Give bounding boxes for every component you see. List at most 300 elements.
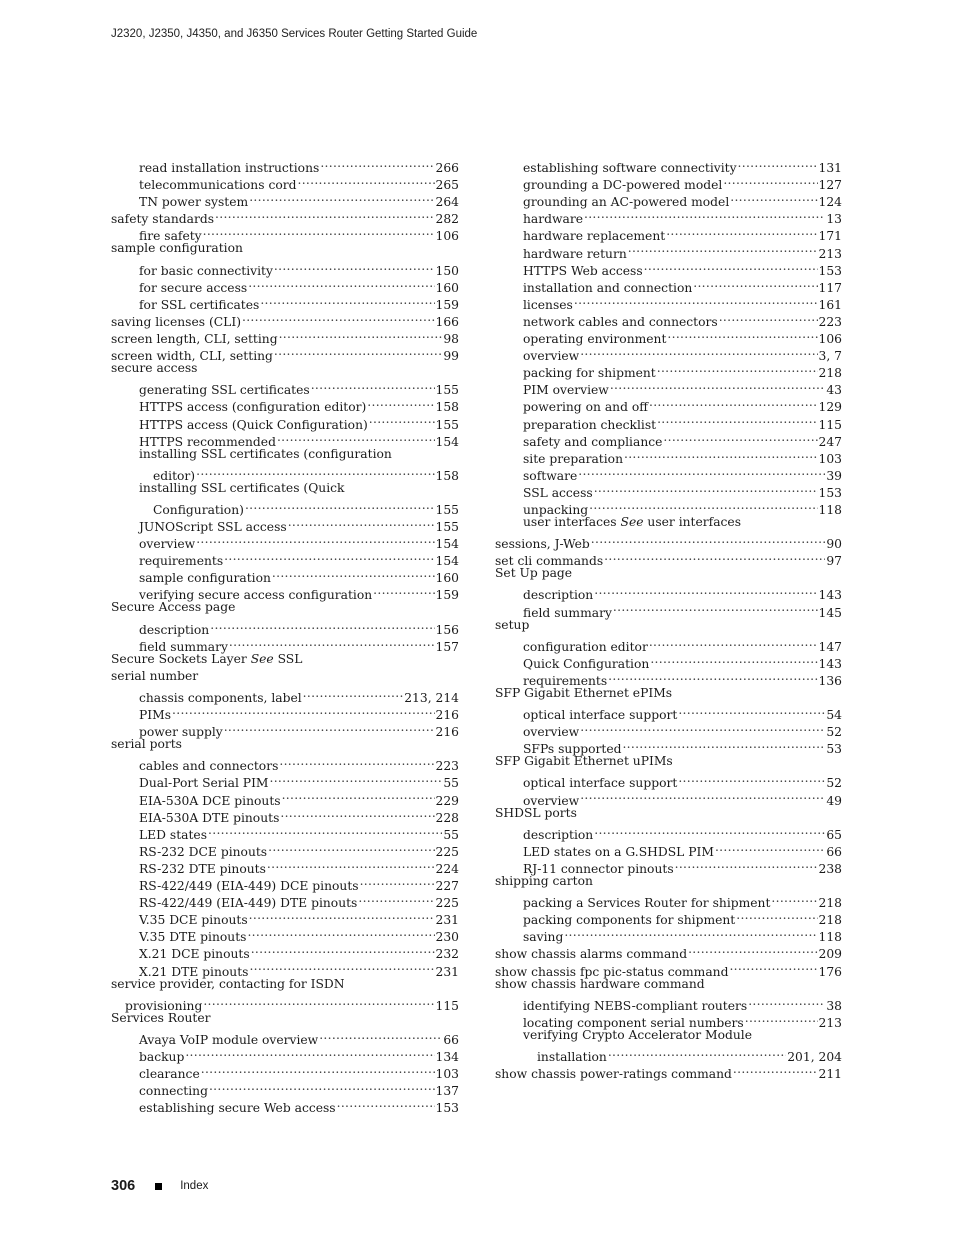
index-term: SHDSL ports (495, 805, 577, 820)
index-term: site preparation (523, 451, 624, 466)
dot-leader (247, 924, 434, 941)
page-reference: 124 (818, 195, 842, 210)
index-term: Secure Access page (111, 600, 236, 615)
index-term: locating component serial numbers (523, 1015, 744, 1030)
page-reference: 3, 7 (818, 349, 842, 364)
page-reference: 53 (826, 742, 842, 757)
index-term: overview (523, 349, 580, 364)
index-entry (495, 685, 842, 702)
dot-leader (580, 343, 817, 360)
index-term: X.21 DCE pinouts (139, 947, 250, 962)
page-reference: 265 (435, 178, 459, 193)
index-term: grounding an AC-powered model (523, 195, 730, 210)
dot-leader (657, 360, 818, 377)
index-term: establishing software connectivity (523, 161, 737, 176)
index-term: installation (537, 1049, 607, 1064)
dot-leader (358, 890, 434, 907)
page-reference: 225 (435, 896, 459, 911)
dot-leader (715, 839, 825, 856)
dot-leader (663, 429, 817, 446)
index-term: RS-232 DCE pinouts (139, 844, 268, 859)
dot-leader (249, 189, 434, 206)
index-entry (495, 702, 842, 723)
index-term: LED states (139, 827, 208, 842)
index-entry (111, 258, 459, 278)
page-reference: 127 (818, 178, 842, 193)
index-term: Configuration) (153, 502, 244, 517)
dot-leader (298, 172, 435, 189)
dot-leader (719, 309, 818, 326)
page-reference: 90 (826, 537, 842, 552)
index-entry (495, 770, 842, 791)
index-term: installing SSL certificates (Quick (139, 480, 345, 495)
dot-leader (242, 309, 435, 326)
index-entry (495, 822, 842, 842)
page-reference: 65 (826, 827, 842, 842)
index-term: SFP Gigabit Ethernet ePIMs (495, 685, 673, 700)
page-reference: 153 (435, 1101, 459, 1116)
index-entry (111, 1027, 459, 1047)
page-reference: 39 (826, 468, 842, 483)
index-entry (111, 651, 459, 668)
index-term: screen width, CLI, setting (111, 349, 273, 364)
page-reference: 99 (443, 349, 459, 364)
index-entry (111, 480, 459, 497)
dot-leader (229, 634, 435, 651)
running-header: J2320, J2350, J4350, and J6350 Services Router Getting Started Guide (111, 28, 478, 40)
page-reference: 209 (818, 947, 842, 962)
page-reference: 223 (818, 314, 842, 329)
index-entry (495, 155, 842, 176)
page-reference: 201, 204 (787, 1049, 842, 1064)
index-entry (495, 753, 842, 770)
page-reference: 232 (435, 947, 459, 962)
index-term: hardware replacement (523, 229, 666, 244)
page-reference: 264 (435, 195, 459, 210)
dot-leader (649, 634, 818, 651)
page-reference: 97 (826, 554, 842, 569)
index-term: preparation checklist (523, 417, 657, 432)
index-entry (495, 805, 842, 822)
dot-leader (649, 394, 818, 411)
page-reference: 66 (826, 844, 842, 859)
index-term: serial ports (111, 737, 182, 752)
index-term: fire safety (139, 229, 202, 244)
index-term: cables and connectors (139, 759, 279, 774)
index-term: backup (139, 1049, 185, 1064)
index-term: configuration editor (523, 639, 648, 654)
page-reference: 161 (818, 297, 842, 312)
index-term: packing a Services Router for shipment (523, 896, 771, 911)
index-term: HTTPS recommended (139, 434, 276, 449)
index-term: HTTPS access (configuration editor) (139, 400, 367, 415)
index-term: secure access (111, 361, 198, 376)
index-term: Avaya VoIP module overview (139, 1032, 319, 1047)
section-name: Index (180, 1180, 209, 1192)
index-entry (111, 446, 459, 463)
page-reference: 231 (435, 913, 459, 928)
page-reference: 153 (818, 263, 842, 278)
index-term: installing SSL certificates (configuration (139, 446, 392, 461)
index-entry (495, 890, 842, 911)
dot-leader (319, 1027, 442, 1044)
index-entry (495, 976, 842, 993)
page-reference: 213, 214 (404, 691, 459, 705)
page-reference: 218 (818, 913, 842, 928)
page-reference: 213 (818, 1015, 842, 1030)
index-entry (495, 993, 842, 1013)
page-reference: 118 (818, 930, 842, 945)
dot-leader (584, 206, 825, 223)
index-entry (111, 463, 459, 483)
dot-leader (209, 1078, 435, 1095)
dot-leader (644, 258, 818, 275)
index-term: HTTPS access (Quick Configuration) (139, 417, 368, 432)
index-entry (495, 1027, 842, 1044)
index-term: grounding a DC-powered model (523, 178, 723, 193)
see-reference: See (250, 651, 274, 666)
square-bullet-icon (155, 1183, 162, 1190)
page-reference: 106 (818, 332, 842, 347)
page-reference: 49 (826, 793, 842, 808)
page-reference: 103 (435, 1067, 459, 1082)
index-term: overview (523, 725, 580, 740)
index-entry (495, 514, 842, 531)
page-reference: 131 (818, 161, 842, 176)
page-reference: 103 (818, 451, 842, 466)
page-reference: 143 (818, 656, 842, 671)
page-reference: 216 (435, 725, 459, 740)
index-term: Services Router (111, 1010, 211, 1025)
index-term: saving (523, 930, 564, 945)
page-reference: 229 (435, 793, 459, 808)
index-term: safety and compliance (523, 434, 663, 449)
index-term: optical interface support (523, 776, 678, 791)
index-term: shipping carton (495, 873, 593, 888)
dot-leader (748, 993, 825, 1010)
dot-leader (208, 822, 442, 839)
page-reference: 176 (818, 964, 842, 979)
dot-leader (723, 172, 817, 189)
dot-leader (678, 770, 825, 787)
dot-leader (270, 770, 443, 787)
page-reference: 156 (435, 622, 459, 637)
index-term: read installation instructions (139, 161, 320, 176)
page-reference: 224 (435, 861, 459, 876)
dot-leader (610, 377, 826, 394)
page-reference: 38 (826, 998, 842, 1013)
index-term: EIA-530A DTE pinouts (139, 810, 280, 825)
dot-leader (268, 839, 434, 856)
index-term: overview (523, 793, 580, 808)
see-reference: See (620, 514, 644, 529)
dot-leader (745, 1010, 818, 1027)
index-entry (111, 360, 459, 377)
index-term: verifying secure access configuration (139, 588, 373, 603)
dot-leader (594, 822, 825, 839)
dot-leader (303, 685, 404, 702)
dot-leader (622, 736, 825, 753)
index-term: operating environment (523, 332, 667, 347)
index-term: serial number (111, 668, 199, 683)
dot-leader (360, 873, 435, 890)
dot-leader (279, 753, 434, 770)
index-term: field summary (139, 639, 228, 654)
dot-leader (650, 651, 817, 668)
index-entry (111, 993, 459, 1013)
index-entry (495, 634, 842, 654)
index-entry (111, 976, 459, 993)
dot-leader (251, 941, 435, 958)
index-term: packing for shipment (523, 366, 656, 381)
page-reference: 230 (435, 930, 459, 945)
index-term: EIA-530A DCE pinouts (139, 793, 281, 808)
index-term: software (523, 468, 578, 483)
page-reference: 158 (435, 400, 459, 415)
page-reference: 136 (818, 673, 842, 688)
page-reference: 137 (435, 1084, 459, 1099)
page-reference: 150 (435, 263, 459, 278)
page-reference: 147 (818, 639, 842, 654)
dot-leader (367, 394, 434, 411)
index-term: unpacking (523, 502, 589, 517)
page-reference: 143 (818, 588, 842, 603)
index-term: provisioning (125, 998, 203, 1013)
dot-leader (249, 958, 434, 975)
index-term: hardware (523, 212, 584, 227)
dot-leader (311, 377, 435, 394)
index-term: V.35 DTE pinouts (139, 930, 247, 945)
dot-leader (613, 599, 818, 616)
dot-leader (210, 617, 434, 634)
index-term: verifying Crypto Accelerator Module (523, 1027, 753, 1042)
index-term: editor) (153, 468, 196, 483)
index-term: packing components for shipment (523, 913, 736, 928)
page-reference: 282 (435, 212, 459, 227)
dot-leader (203, 993, 434, 1010)
dot-leader (591, 531, 826, 548)
dot-leader (245, 497, 435, 514)
dot-leader (580, 787, 825, 804)
index-term: Dual-Port Serial PIM (139, 776, 269, 791)
index-entry (111, 753, 459, 774)
index-term: powering on and off (523, 400, 648, 415)
page-reference: 238 (818, 861, 842, 876)
dot-leader (196, 531, 434, 548)
index-entry (111, 377, 459, 398)
page-reference: 171 (818, 229, 842, 244)
page-reference: 227 (435, 879, 459, 894)
index-term: SFP Gigabit Ethernet uPIMs (495, 754, 673, 769)
index-term: safety standards (111, 212, 215, 227)
page-reference: 216 (435, 708, 459, 723)
dot-leader (733, 1061, 818, 1078)
dot-leader (282, 787, 435, 804)
index-term: show chassis hardware command (495, 976, 705, 991)
dot-leader (578, 463, 825, 480)
page-reference: 98 (443, 332, 459, 347)
dot-leader (224, 548, 434, 565)
index-term: saving licenses (CLI) (111, 314, 242, 329)
index-term: user interfaces See user interfaces (523, 514, 742, 529)
index-term: hardware return (523, 246, 627, 261)
page-reference: 266 (435, 161, 459, 176)
index-term: show chassis power-ratings command (495, 1067, 732, 1082)
dot-leader (172, 702, 434, 719)
dot-leader (272, 565, 435, 582)
dot-leader (730, 189, 817, 206)
page-reference: 153 (818, 485, 842, 500)
dot-leader (594, 480, 818, 497)
index-term: set cli commands (495, 554, 604, 569)
dot-leader (215, 206, 434, 223)
page-reference: 154 (435, 554, 459, 569)
page-reference: 13 (826, 212, 842, 227)
dot-leader (580, 719, 825, 736)
index-term: identifying NEBS-compliant routers (523, 998, 748, 1013)
page-reference: 159 (435, 588, 459, 603)
index-term: chassis components, label (139, 691, 302, 705)
dot-leader (267, 856, 435, 873)
page-reference: 115 (435, 998, 459, 1013)
index-column-right (495, 155, 842, 1082)
dot-leader (203, 223, 435, 240)
index-term: V.35 DCE pinouts (139, 913, 248, 928)
page-reference: 160 (435, 571, 459, 586)
page-reference: 155 (435, 383, 459, 398)
dot-leader (274, 258, 435, 275)
page-reference: 55 (443, 827, 459, 842)
index-term: TN power system (139, 195, 249, 210)
index-entry (111, 685, 459, 705)
page-reference: 154 (435, 434, 459, 449)
page-reference: 218 (818, 366, 842, 381)
page-reference: 211 (818, 1067, 842, 1082)
page-reference: 66 (443, 1032, 459, 1047)
index-entry (495, 582, 842, 603)
page-reference: 158 (435, 468, 459, 483)
dot-leader (604, 548, 825, 565)
dot-leader (373, 582, 434, 599)
index-term: for secure access (139, 280, 248, 295)
page-reference: 155 (435, 417, 459, 432)
index-term: description (523, 588, 594, 603)
page-reference: 118 (818, 502, 842, 517)
index-term: RJ-11 connector pinouts (523, 861, 674, 876)
dot-leader (589, 497, 817, 514)
dot-leader (369, 411, 435, 428)
dot-leader (657, 411, 817, 428)
index-term: for basic connectivity (139, 263, 273, 278)
index-term: licenses (523, 297, 573, 312)
index-entry (111, 668, 459, 685)
index-entry (111, 497, 459, 517)
page-number: 306 (111, 1178, 136, 1194)
page-reference: 157 (435, 639, 459, 654)
dot-leader (337, 1095, 435, 1112)
index-term: field summary (523, 605, 612, 620)
index-term: RS-422/449 (EIA-449) DCE pinouts (139, 879, 359, 894)
dot-leader (288, 514, 435, 531)
index-term: for SSL certificates (139, 297, 260, 312)
page-reference: 117 (818, 280, 842, 295)
index-term: LED states on a G.SHDSL PIM (523, 844, 714, 859)
page-reference: 106 (435, 229, 459, 244)
index-term: JUNOScript SSL access (139, 520, 287, 535)
page-reference: 155 (435, 520, 459, 535)
index-term: screen length, CLI, setting (111, 332, 278, 347)
page-reference: 55 (443, 776, 459, 791)
dot-leader (678, 702, 825, 719)
page-reference: 166 (435, 314, 459, 329)
dot-leader (688, 941, 817, 958)
index-term: Quick Configuration (523, 656, 650, 671)
index-entry (111, 1010, 459, 1027)
dot-leader (185, 1044, 434, 1061)
page-reference: 247 (818, 434, 842, 449)
index-term: RS-422/449 (EIA-449) DTE pinouts (139, 896, 358, 911)
page-reference: 155 (435, 502, 459, 517)
dot-leader (277, 429, 435, 446)
dot-leader (736, 907, 817, 924)
index-term: power supply (139, 725, 223, 740)
index-entry (111, 240, 459, 257)
dot-leader (729, 958, 817, 975)
dot-leader (249, 907, 435, 924)
index-term: description (523, 827, 594, 842)
index-term: PIM overview (523, 383, 609, 398)
page-reference: 134 (435, 1049, 459, 1064)
index-term: telecommunications cord (139, 178, 297, 193)
dot-leader (693, 275, 817, 292)
dot-leader (594, 582, 817, 599)
dot-leader (771, 890, 817, 907)
dot-leader (667, 326, 817, 343)
dot-leader (564, 924, 817, 941)
index-term: connecting (139, 1084, 208, 1099)
index-term: sessions, J-Web (495, 537, 590, 552)
page-reference: 115 (818, 417, 842, 432)
index-term: requirements (139, 554, 224, 569)
index-term: Secure Sockets Layer See SSL (111, 651, 303, 666)
index-term: HTTPS Web access (523, 263, 643, 278)
page-reference: 52 (826, 776, 842, 791)
page-reference: 160 (435, 280, 459, 295)
index-term: RS-232 DTE pinouts (139, 861, 266, 876)
index-entry (495, 1044, 842, 1064)
dot-leader (274, 343, 442, 360)
dot-leader (738, 155, 818, 172)
page-reference: 213 (818, 246, 842, 261)
index-term: network cables and connectors (523, 314, 718, 329)
dot-leader (224, 719, 435, 736)
index-term: generating SSL certificates (139, 383, 310, 398)
index-term: clearance (139, 1067, 200, 1082)
index-entry (111, 155, 459, 176)
page-reference: 225 (435, 844, 459, 859)
index-term: show chassis alarms command (495, 947, 688, 962)
index-entry (495, 531, 842, 552)
dot-leader (666, 223, 817, 240)
page-reference: 154 (435, 537, 459, 552)
index-term: overview (139, 537, 196, 552)
dot-leader (196, 463, 434, 480)
index-entry (111, 736, 459, 753)
dot-leader (280, 805, 434, 822)
index-term: requirements (523, 673, 608, 688)
dot-leader (320, 155, 434, 172)
dot-leader (608, 668, 817, 685)
